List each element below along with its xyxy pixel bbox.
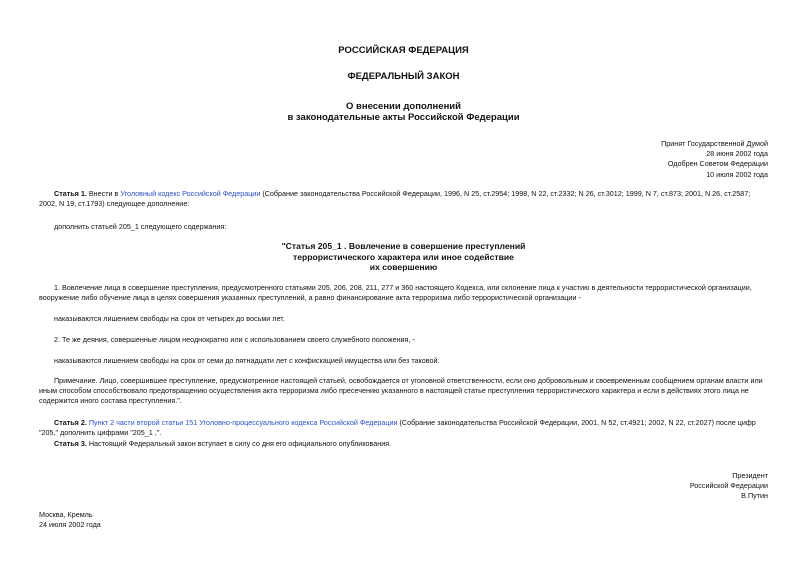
criminal-procedure-code-link[interactable]: Пункт 2 части второй статьи 151 Уголовно-процессуального кодекса Российской Федерации — [88, 418, 398, 427]
paragraph-2-penalty: наказываются лишением свободы на срок от семи до пятнадцати лет с конфискацией имущества или без таковой. — [54, 356, 440, 365]
new-article-title — [0, 241, 807, 273]
new-article-title-line3: их совершению — [369, 262, 438, 273]
article3-label: Статья 3. — [54, 439, 87, 448]
article1-supplement: дополнить статьей 205_1 следующего содержания: — [54, 222, 227, 231]
paragraph-1-penalty: наказываются лишением свободы на срок от четырех до восьми лет. — [54, 314, 285, 323]
approved-council: Одобрен Советом Федерации — [667, 159, 768, 169]
note-paragraph — [39, 376, 774, 407]
note-line1: Примечание. Лицо, совершившее преступление, предусмотренное настоящей статьей, освобождается от уголовной ответственности, если оно добровольным и своевременным сообщением органам власти или — [54, 376, 763, 385]
article1-text-line2: 2002, N 19, ст.1793) следующее дополнение: — [39, 199, 190, 209]
signing-date: 24 июля 2002 года — [39, 520, 101, 530]
adopted-duma-date: 28 июня 2002 года — [706, 149, 768, 159]
article1-paragraph — [39, 189, 774, 209]
note-line2: иным способом способствовало предотвращению осуществления акта терроризма либо пресечению указанного в настоящей статье преступления террористического характера и если в действиях этого лица не — [39, 386, 749, 396]
signature-country: Российской Федерации — [689, 481, 768, 491]
paragraph-1-line1: 1. Вовлечение лица в совершение преступления, предусмотренного статьями 205, 206, 208, 211, 277 и 360 настоящего Кодекса, или склонение лица к участию в деятельности террористической организации, — [54, 283, 752, 292]
law-title-line1: О внесении дополнений — [345, 101, 461, 112]
article1-label: Статья 1. — [54, 189, 87, 198]
criminal-code-link[interactable]: Уголовный кодекс Российской Федерации — [120, 189, 261, 198]
place: Москва, Кремль — [39, 510, 93, 519]
new-article-title-line1: "Статья 205_1 . Вовлечение в совершение преступлений — [281, 241, 526, 251]
article2-paragraph — [39, 418, 774, 438]
paragraph-2: 2. Те же деяния, совершенные лицом неоднократно или с использованием своего служебного положения, - — [54, 335, 415, 344]
note-line3: содержится иного состава преступления.". — [39, 396, 182, 406]
adoption-block — [468, 139, 768, 180]
law-title-line2: в законодательные акты Российской Федерации — [287, 112, 520, 123]
place-date-block — [39, 510, 101, 530]
article2-label: Статья 2. — [54, 418, 87, 427]
article1-text-rest: (Собрание законодательства Российской Федерации, 1996, N 25, ст.2954; 1998, N 22, ст.2332; N 26, ст.3012; 1999, N 7, ст.873; 2001, N 26, ст.2587; — [262, 189, 751, 198]
paragraph-1 — [39, 283, 774, 303]
signature-title: Президент — [732, 471, 768, 480]
article3-paragraph — [54, 439, 391, 449]
federation-heading: РОССИЙСКАЯ ФЕДЕРАЦИЯ — [338, 45, 469, 56]
signature-block — [568, 471, 768, 502]
law-type-heading: ФЕДЕРАЛЬНЫЙ ЗАКОН — [347, 71, 460, 82]
article3-text: Настоящий Федеральный закон вступает в силу со дня его официального опубликования. — [88, 439, 392, 448]
article2-text-rest: (Собрание законодательства Российской Федерации, 2001, N 52, ст.4921; 2002, N 22, ст.2027) после цифр — [399, 418, 756, 427]
signature-name: В.Путин — [741, 491, 768, 501]
approved-council-date: 10 июля 2002 года — [706, 169, 768, 179]
article1-pre-link: Внести в — [88, 189, 119, 198]
article2-text-line2: "205," дополнить цифрами "205_1 ,". — [39, 428, 162, 438]
paragraph-1-line2: вооружение либо обучение лица в целях совершения указанных преступлений, а равно финансирование акта терроризма либо террористической организации - — [39, 293, 581, 303]
adopted-duma: Принят Государственной Думой — [661, 139, 768, 148]
new-article-title-line2: террористического характера или иное содействие — [293, 251, 514, 262]
